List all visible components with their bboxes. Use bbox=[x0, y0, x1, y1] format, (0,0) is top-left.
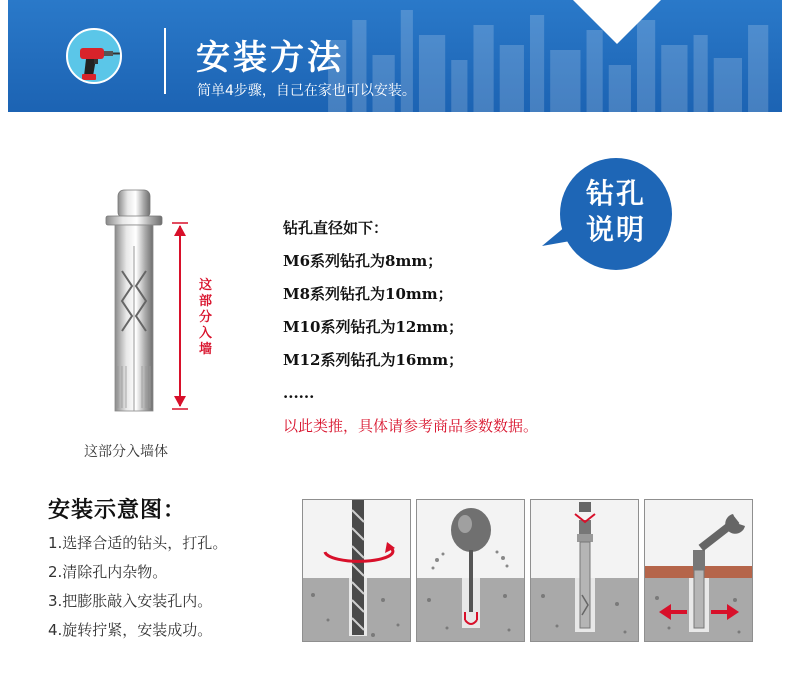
step-1-diagram bbox=[302, 499, 411, 642]
power-drill-icon bbox=[66, 28, 122, 84]
drill-spec-line: M6系列钻孔为8mm； bbox=[283, 252, 443, 270]
step-2-diagram bbox=[416, 499, 525, 642]
bubble-line-1: 钻孔 bbox=[585, 177, 646, 210]
anchor-caption: 这部分入墙体 bbox=[84, 444, 168, 460]
page-subtitle: 简单4步骤，自己在家也可以安装。 bbox=[197, 83, 416, 99]
dimension-arrow bbox=[168, 222, 190, 410]
drill-spec-line: M10系列钻孔为12mm； bbox=[283, 318, 464, 336]
drill-spec-note: 以此类推，具体请参考商品参数数据。 bbox=[283, 417, 539, 435]
bubble-line-2: 说明 bbox=[585, 213, 646, 246]
expansion-anchor-image bbox=[98, 186, 170, 416]
page-title: 安装方法 bbox=[196, 38, 344, 78]
step-4-diagram bbox=[644, 499, 753, 642]
drill-spec-heading: 钻孔直径如下： bbox=[283, 219, 389, 237]
bubble-text bbox=[574, 176, 658, 248]
step-item: 1.选择合适的钻头，打孔。 bbox=[48, 534, 228, 552]
drill-spec-line: M12系列钻孔为16mm； bbox=[283, 351, 464, 369]
drill-spec bbox=[283, 212, 538, 443]
step-item: 2.清除孔内杂物。 bbox=[48, 563, 168, 581]
header-banner bbox=[8, 0, 782, 112]
drill-spec-line: ...... bbox=[283, 384, 315, 402]
drill-spec-line: M8系列钻孔为10mm； bbox=[283, 285, 453, 303]
banner-divider bbox=[164, 28, 166, 94]
dimension-label: 这部分入墙 bbox=[199, 278, 213, 357]
banner-notch bbox=[573, 0, 661, 44]
step-3-diagram bbox=[530, 499, 639, 642]
step-item: 4.旋转拧紧，安装成功。 bbox=[48, 621, 213, 639]
step-item: 3.把膨胀敲入安装孔内。 bbox=[48, 592, 213, 610]
drill-bit-icon bbox=[352, 500, 364, 635]
steps-title: 安装示意图： bbox=[48, 498, 187, 523]
